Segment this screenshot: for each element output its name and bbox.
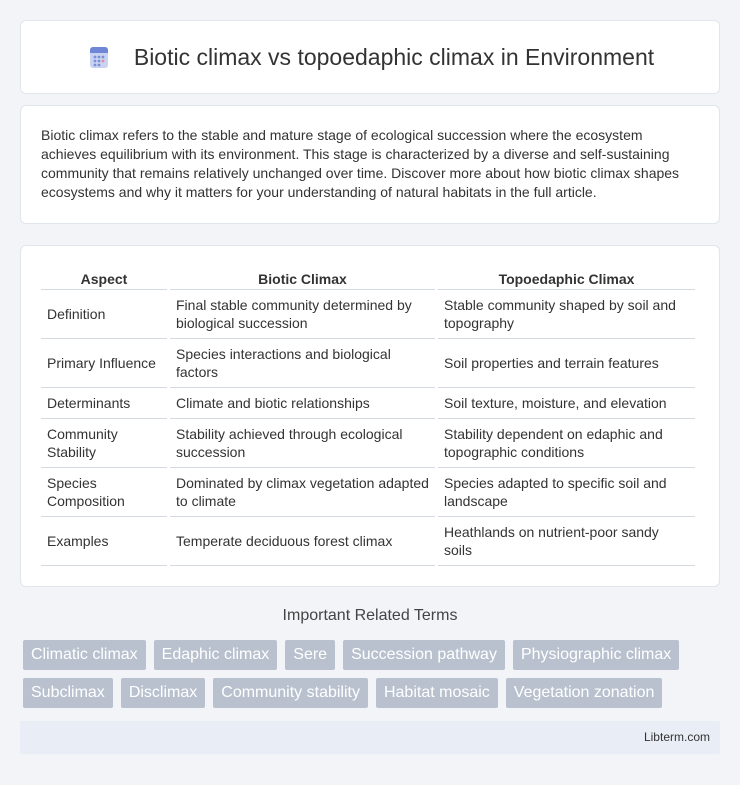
related-term-tag[interactable]: Edaphic climax (154, 640, 278, 670)
table-cell: Species interactions and biological factors (170, 339, 435, 388)
table-row (41, 517, 695, 566)
header-biotic-climax: Biotic Climax (170, 264, 435, 290)
table-row (41, 468, 695, 517)
table-cell: Heathlands on nutrient-poor sandy soils (438, 517, 695, 566)
table-cell: Determinants (41, 388, 167, 419)
table-cell: Community Stability (41, 419, 167, 468)
footer-site-link[interactable]: Libterm.com (643, 730, 710, 744)
table-cell: Temperate deciduous forest climax (170, 517, 435, 566)
table-cell: Definition (41, 290, 167, 339)
table-row (41, 419, 695, 468)
related-term-tag[interactable]: Physiographic climax (513, 640, 679, 670)
related-term-tag[interactable]: Sere (285, 640, 335, 670)
page-title: Biotic climax vs topoedaphic climax in Environment (133, 43, 655, 70)
document-icon (86, 44, 112, 70)
comparison-table-card (20, 245, 720, 587)
header-aspect: Aspect (41, 264, 167, 290)
table-header-row (41, 264, 695, 290)
table-cell: Soil texture, moisture, and elevation (438, 388, 695, 419)
table-cell: Primary Influence (41, 339, 167, 388)
related-term-tag[interactable]: Disclimax (121, 678, 205, 708)
footer (20, 721, 720, 754)
table-cell: Stable community shaped by soil and topography (438, 290, 695, 339)
table-cell: Dominated by climax vegetation adapted to climate (170, 468, 435, 517)
table-cell: Soil properties and terrain features (438, 339, 695, 388)
related-term-tag[interactable]: Subclimax (23, 678, 113, 708)
related-term-tag[interactable]: Climatic climax (23, 640, 146, 670)
comparison-table (38, 264, 698, 566)
description-text: Biotic climax refers to the stable and mature stage of ecological succession where the ecosystem achieves equilibrium with its environment. This stage is characterized by a diverse and self-sustaining community that remains relatively unchanged over time. Discover more about how biotic climax shapes ecosystems and why it matters for your understanding of natural habitats in the full article. (41, 127, 680, 200)
table-row (41, 339, 695, 388)
related-term-tag[interactable]: Vegetation zonation (506, 678, 663, 708)
title-card (20, 20, 720, 94)
related-terms-list (23, 640, 723, 708)
related-term-tag[interactable]: Habitat mosaic (376, 678, 498, 708)
table-cell: Examples (41, 517, 167, 566)
table-cell: Climate and biotic relationships (170, 388, 435, 419)
table-cell: Stability dependent on edaphic and topographic conditions (438, 419, 695, 468)
table-cell: Species Composition (41, 468, 167, 517)
related-terms-heading: Important Related Terms (282, 607, 458, 624)
table-cell: Species adapted to specific soil and landscape (438, 468, 695, 517)
header-topoedaphic-climax: Topoedaphic Climax (438, 264, 695, 290)
related-term-tag[interactable]: Community stability (213, 678, 368, 708)
related-term-tag[interactable]: Succession pathway (343, 640, 505, 670)
description-card (20, 105, 720, 224)
table-row (41, 388, 695, 419)
table-row (41, 290, 695, 339)
table-cell: Stability achieved through ecological succession (170, 419, 435, 468)
table-cell: Final stable community determined by biological succession (170, 290, 435, 339)
